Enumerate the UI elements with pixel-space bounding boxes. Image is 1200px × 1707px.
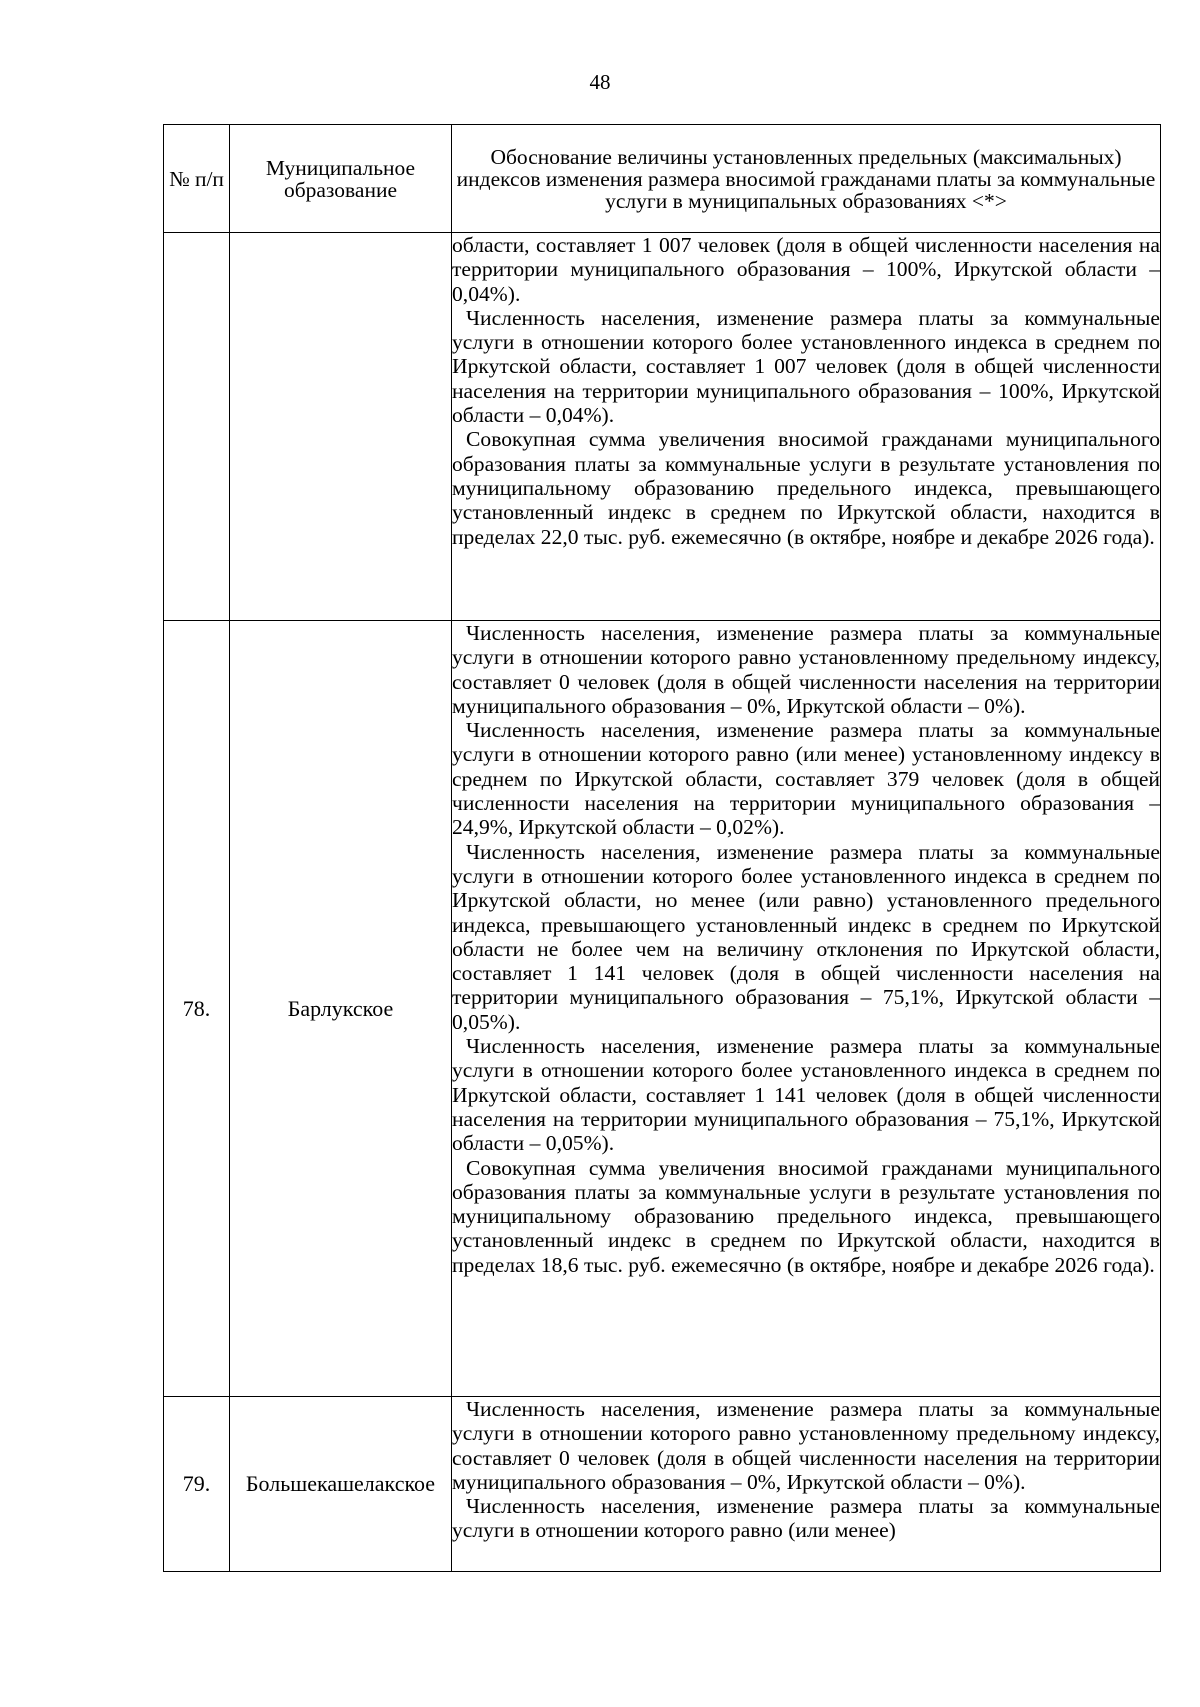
row-justification xyxy=(452,621,1161,1397)
paragraph: Численность населения, изменение размера платы за коммунальные услуги в отношении которого более установленного индекса в среднем по Иркутской области, составляет 1 141 человек (доля в общей численности населения на территории муниципального образования – 75,1%, Иркутской области – 0,05%). xyxy=(452,1034,1160,1156)
paragraph: Численность населения, изменение размера платы за коммунальные услуги в отношении которого равно (или менее) установленному индексу в среднем по Иркутской области, составляет 379 человек (доля в общей численности населения на территории муниципального образования – 24,9%, Иркутской области – 0,02%). xyxy=(452,718,1160,840)
paragraph: Совокупная сумма увеличения вносимой гражданами муниципального образования платы за коммунальные услуги в результате установления по муниципальному образованию предельного индекса, превышающего установленный индекс в среднем по Иркутской области, находится в пределах 18,6 тыс. руб. ежемесячно (в октябре, ноябре и декабре 2026 года). xyxy=(452,1155,1160,1277)
row-number: 78. xyxy=(164,621,230,1397)
row-number: 79. xyxy=(164,1397,230,1572)
header-municipality: Муниципальное образование xyxy=(230,125,452,233)
header-number: № п/п xyxy=(164,125,230,233)
row-justification xyxy=(452,233,1161,621)
paragraph: Численность населения, изменение размера платы за коммунальные услуги в отношении которого равно установленному предельному индексу, составляет 0 человек (доля в общей численности населения на территории муниципального образования – 0%, Иркутской области – 0%). xyxy=(452,1397,1160,1494)
table-row xyxy=(164,1397,1161,1572)
header-justification: Обоснование величины установленных предельных (максимальных) индексов изменения размера вносимой гражданами платы за коммунальные услуги в муниципальных образованиях <*> xyxy=(452,125,1161,233)
row-justification xyxy=(452,1397,1161,1572)
table-row xyxy=(164,621,1161,1397)
paragraph: Численность населения, изменение размера платы за коммунальные услуги в отношении которого более установленного индекса в среднем по Иркутской области, составляет 1 007 человек (доля в общей численности населения на территории муниципального образования – 100%, Иркутской области – 0,04%). xyxy=(452,305,1160,428)
row-municipality: Большекашелакское xyxy=(230,1397,452,1572)
paragraph: Численность населения, изменение размера платы за коммунальные услуги в отношении которого равно установленному предельному индексу, составляет 0 человек (доля в общей численности населения на территории муниципального образования – 0%, Иркутской области – 0%). xyxy=(452,621,1160,718)
row-number xyxy=(164,233,230,621)
paragraph: Совокупная сумма увеличения вносимой гражданами муниципального образования платы за коммунальные услуги в результате установления по муниципальному образованию предельного индекса, превышающего установленный индекс в среднем по Иркутской области, находится в пределах 22,0 тыс. руб. ежемесячно (в октябре, ноябре и декабре 2026 года). xyxy=(452,427,1160,549)
justification-table xyxy=(163,124,1161,1572)
row-municipality xyxy=(230,233,452,621)
row-municipality: Барлукское xyxy=(230,621,452,1397)
table-row xyxy=(164,233,1161,621)
page-number: 48 xyxy=(589,70,611,94)
table-header-row xyxy=(164,125,1161,233)
paragraph: Численность населения, изменение размера платы за коммунальные услуги в отношении которого более установленного индекса в среднем по Иркутской области, но менее (или равно) установленного предельного индекса, превышающего установленный индекс в среднем по Иркутской области не более чем на величину отклонения по Иркутской области, составляет 1 141 человек (доля в общей численности населения на территории муниципального образования – 75,1%, Иркутской области – 0,05%). xyxy=(452,839,1160,1034)
paragraph: Численность населения, изменение размера платы за коммунальные услуги в отношении которого равно (или менее) xyxy=(452,1494,1160,1543)
paragraph: области, составляет 1 007 человек (доля в общей численности населения на территории муниципального образования – 100%, Иркутской области – 0,04%). xyxy=(452,233,1160,306)
